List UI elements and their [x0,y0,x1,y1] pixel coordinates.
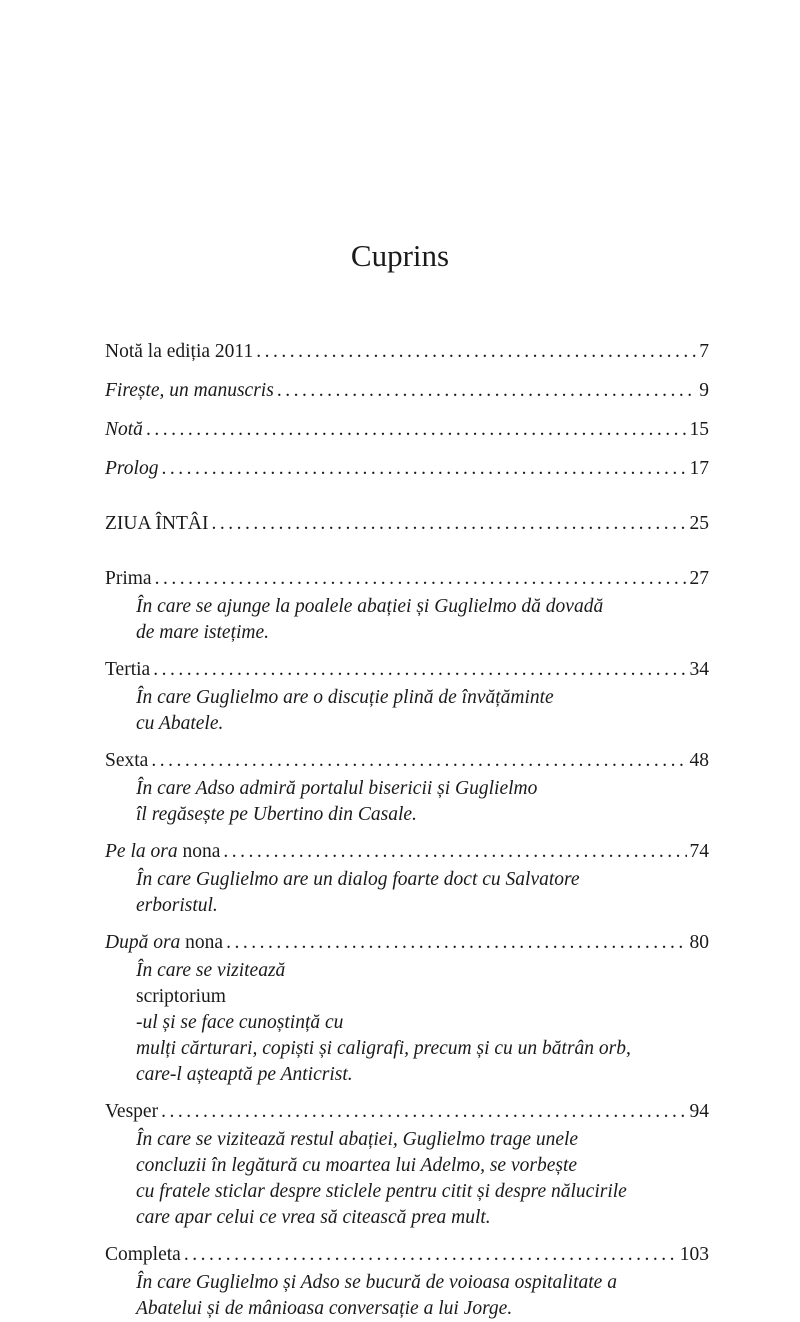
page-title: Cuprins [350,238,450,273]
entry-page: 74 [689,841,709,862]
entry-page: 15 [689,419,709,440]
entry-page: 17 [689,458,709,479]
toc-entry-prolog [105,453,709,484]
entry-title: Notă [105,419,143,440]
toc-entry-tertia [105,654,709,737]
entry-page: 103 [679,1244,709,1265]
entry-page: 80 [689,932,709,953]
dot-leader [151,745,686,776]
toc-entry-nota-editia [105,336,709,367]
entry-description: În care Adso admiră portalul bisericii și Guglielmo îl regăsește pe Ubertino din Casale. [136,778,538,825]
toc-entry-prima [105,563,709,646]
entry-page: 27 [689,568,709,589]
dot-leader [256,336,696,367]
entry-title: Vesper [105,1101,159,1122]
entry-description: În care Guglielmo și Adso se bucură de voioasa ospitalitate a Abatelui și de mânioasa conversație a lui Jorge. [136,1272,617,1319]
toc-entry-ziua-intai [105,508,709,539]
toc-entry-pe-la-ora-nona [105,836,709,919]
table-of-contents [105,336,709,1322]
entry-title: ZIUA ÎNTÂI [105,513,209,534]
dot-leader [153,654,686,685]
toc-entry-dupa-ora-nona [105,927,709,1088]
dot-leader [277,375,696,406]
entry-title: Firește, un manuscris [105,380,274,401]
dot-leader [211,508,686,539]
entry-title: Notă la ediția 2011 [105,341,254,362]
entry-title: Tertia [105,659,151,680]
entry-page: 7 [699,341,709,362]
entry-title: Pe la ora nona [105,841,221,862]
toc-entry-manuscris [105,375,709,406]
entry-page: 34 [689,659,709,680]
entry-page: 25 [689,513,709,534]
toc-entry-completa [105,1239,709,1322]
dot-leader [223,836,686,867]
entry-page: 9 [699,380,709,401]
toc-entry-nota [105,414,709,445]
entry-description: În care se ajunge la poalele abației și Guglielmo dă dovadă de mare istețime. [136,596,604,643]
dot-leader [146,414,687,445]
dot-leader [155,563,687,594]
entry-title: Prolog [105,458,159,479]
entry-description: În care Guglielmo are un dialog foarte doct cu Salvatore erboristul. [136,869,580,916]
toc-entry-sexta [105,745,709,828]
entry-description: În care se vizitează restul abației, Guglielmo trage unele concluzii în legătură cu moartea lui Adelmo, se vorbește cu fratele sticlar despre sticlele pentru citit și despre nălucirile care apar celui ce vrea să citească prea mult. [136,1129,627,1228]
entry-title: Completa [105,1244,181,1265]
dot-leader [161,453,686,484]
dot-leader [161,1096,686,1127]
entry-title: Sexta [105,750,149,771]
entry-page: 94 [689,1101,709,1122]
dot-leader [226,927,686,958]
entry-title: Prima [105,568,152,589]
entry-title: După ora nona [105,932,224,953]
entry-page: 48 [689,750,709,771]
entry-description: În care Guglielmo are o discuție plină de învățăminte cu Abatele. [136,687,554,734]
toc-entry-vesper [105,1096,709,1231]
entry-description: În care se vizitează scriptorium -ul și se face cunoștință cu mulți cărturari, copiști și caligrafi, precum și cu un bătrân orb, care-l așteaptă pe Anticrist. [136,960,631,1085]
dot-leader [184,1239,677,1270]
